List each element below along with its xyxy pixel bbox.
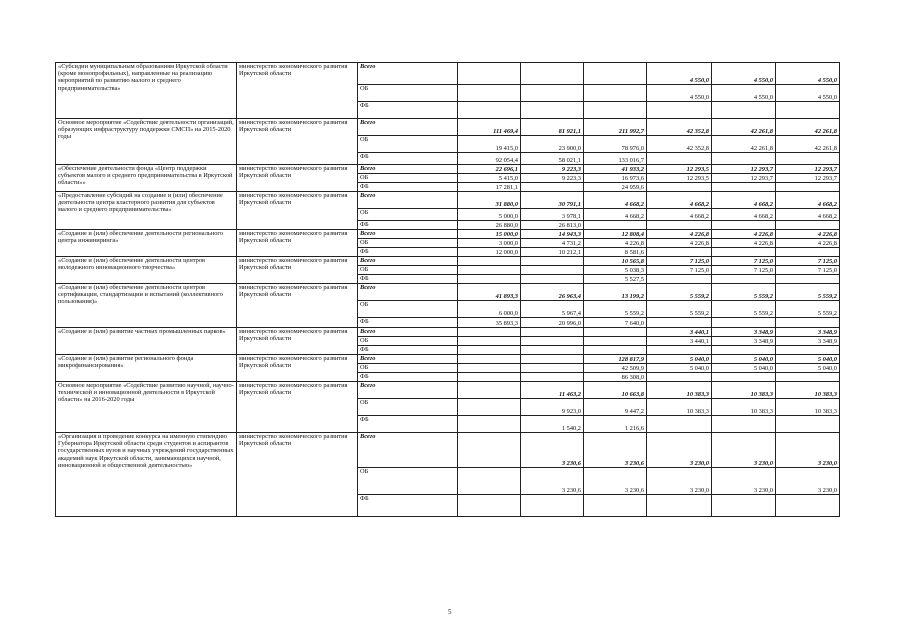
amount-cell <box>584 85 647 102</box>
amount-cell <box>647 318 712 328</box>
executor-cell: министерство экономического развития Иркутской области <box>237 382 358 433</box>
funding-source-label: ОБ <box>358 174 458 183</box>
amount-cell <box>776 275 840 284</box>
amount-cell: 12 000,0 <box>458 248 521 257</box>
amount-cell: 12 293,7 <box>776 165 840 174</box>
executor-cell: министерство экономического развития Иркутской области <box>237 119 358 165</box>
amount-cell <box>776 318 840 328</box>
amount-cell: 5 040,0 <box>712 355 776 364</box>
executor-cell: министерство экономического развития Иркутской области <box>237 328 358 355</box>
funding-source-label: ОБ <box>358 301 458 318</box>
amount-cell <box>458 63 521 85</box>
amount-cell: 9 447,2 <box>584 399 647 416</box>
amount-cell <box>521 355 584 364</box>
amount-cell <box>647 102 712 119</box>
budget-table <box>55 62 840 517</box>
amount-cell <box>458 495 521 517</box>
amount-cell: 7 125,0 <box>712 266 776 275</box>
amount-cell <box>712 102 776 119</box>
funding-source-label: ОБ <box>358 399 458 416</box>
amount-cell <box>521 346 584 355</box>
amount-cell: 7 640,0 <box>584 318 647 328</box>
page-number: 5 <box>448 608 452 616</box>
table-row <box>56 119 840 136</box>
amount-cell: 26 880,0 <box>458 221 521 230</box>
amount-cell <box>776 102 840 119</box>
amount-cell <box>521 328 584 337</box>
amount-cell: 3 000,0 <box>458 239 521 248</box>
amount-cell: 41 893,3 <box>458 284 521 301</box>
amount-cell: 5 415,0 <box>458 174 521 183</box>
funding-source-label: Всего <box>358 328 458 337</box>
amount-cell: 3 348,9 <box>776 337 840 346</box>
amount-cell: 42 261,8 <box>776 119 840 136</box>
amount-cell <box>458 257 521 266</box>
amount-cell: 10 565,8 <box>584 257 647 266</box>
amount-cell: 86 308,0 <box>584 373 647 382</box>
amount-cell: 12 293,5 <box>647 174 712 183</box>
amount-cell <box>776 153 840 165</box>
measure-title: «Создание и (или) развитие регионального фонда микрофинансирования» <box>56 355 237 382</box>
amount-cell: 35 893,3 <box>458 318 521 328</box>
funding-source-label: ФБ <box>358 495 458 517</box>
table-row <box>56 165 840 174</box>
funding-source-label: ОБ <box>358 468 458 495</box>
funding-source-label: Всего <box>358 433 458 468</box>
funding-source-label: Всего <box>358 257 458 266</box>
amount-cell: 92 054,4 <box>458 153 521 165</box>
amount-cell: 1 216,6 <box>584 416 647 433</box>
amount-cell: 4 550,0 <box>712 63 776 85</box>
table-row <box>56 328 840 337</box>
amount-cell <box>712 275 776 284</box>
amount-cell: 12 293,7 <box>712 174 776 183</box>
amount-cell: 5 559,2 <box>776 284 840 301</box>
amount-cell <box>712 183 776 192</box>
amount-cell: 7 125,0 <box>712 257 776 266</box>
amount-cell: 3 230,0 <box>647 433 712 468</box>
measure-title: «Организация и проведение конкурса на именную стипендию Губернатора Иркутской области среди студентов и аспирантов государственных вузов и научных учреждений государственных академий наук Иркутской области, занимающихся научной, инновационной и общественной деятельностью» <box>56 433 237 517</box>
table-row <box>56 355 840 364</box>
measure-title: «Предоставление субсидий на создание и (или) обеспечение деятельности центра кластерного развития для субъектов малого и среднего предпринимательства» <box>56 192 237 230</box>
amount-cell: 4 550,0 <box>776 85 840 102</box>
funding-source-label: ФБ <box>358 346 458 355</box>
amount-cell: 4 226,8 <box>584 239 647 248</box>
amount-cell: 4 731,2 <box>521 239 584 248</box>
amount-cell <box>584 102 647 119</box>
amount-cell: 4 668,2 <box>584 192 647 209</box>
amount-cell <box>712 248 776 257</box>
amount-cell <box>458 266 521 275</box>
amount-cell: 5 559,2 <box>712 284 776 301</box>
amount-cell: 4 668,2 <box>776 192 840 209</box>
amount-cell <box>776 221 840 230</box>
amount-cell: 58 021,1 <box>521 153 584 165</box>
table-row <box>56 284 840 301</box>
measure-title: «Обеспечение деятельности фонда «Центр поддержки субъектов малого и среднего предпринимательства в Иркутской области»» <box>56 165 237 192</box>
executor-cell: министерство экономического развития Иркутской области <box>237 284 358 328</box>
amount-cell: 6 000,0 <box>458 301 521 318</box>
amount-cell: 128 817,9 <box>584 355 647 364</box>
amount-cell: 4 226,8 <box>712 230 776 239</box>
funding-source-label: ОБ <box>358 239 458 248</box>
amount-cell <box>458 399 521 416</box>
amount-cell <box>776 416 840 433</box>
funding-source-label: ФБ <box>358 416 458 433</box>
amount-cell: 10 383,3 <box>647 382 712 399</box>
funding-source-label: Всего <box>358 355 458 364</box>
measure-title: Основное мероприятие «Содействие деятельности организаций, образующих инфраструктуру поддержки СМСП» на 2015-2020 годы <box>56 119 237 165</box>
amount-cell: 9 223,3 <box>521 165 584 174</box>
amount-cell <box>647 373 712 382</box>
amount-cell: 42 261,8 <box>712 136 776 153</box>
amount-cell: 30 791,1 <box>521 192 584 209</box>
funding-source-label: Всего <box>358 382 458 399</box>
amount-cell: 16 973,6 <box>584 174 647 183</box>
amount-cell: 42 261,8 <box>776 136 840 153</box>
amount-cell: 5 559,2 <box>647 301 712 318</box>
funding-source-label: Всего <box>358 63 458 85</box>
amount-cell: 12 293,7 <box>712 165 776 174</box>
amount-cell: 12 293,5 <box>647 165 712 174</box>
amount-cell: 7 125,0 <box>776 257 840 266</box>
amount-cell: 10 383,3 <box>712 399 776 416</box>
table-row <box>56 433 840 468</box>
amount-cell: 5 040,0 <box>776 364 840 373</box>
amount-cell: 26 813,0 <box>521 221 584 230</box>
funding-source-label: ФБ <box>358 183 458 192</box>
amount-cell <box>712 495 776 517</box>
amount-cell <box>584 495 647 517</box>
funding-source-label: ОБ <box>358 136 458 153</box>
funding-source-label: ФБ <box>358 221 458 230</box>
funding-source-label: ФБ <box>358 318 458 328</box>
amount-cell: 133 016,7 <box>584 153 647 165</box>
table-row <box>56 257 840 266</box>
funding-source-label: Всего <box>358 119 458 136</box>
amount-cell: 20 996,0 <box>521 318 584 328</box>
amount-cell <box>584 346 647 355</box>
amount-cell <box>521 373 584 382</box>
amount-cell: 3 348,9 <box>712 337 776 346</box>
funding-source-label: ОБ <box>358 364 458 373</box>
amount-cell <box>712 221 776 230</box>
amount-cell: 78 976,0 <box>584 136 647 153</box>
measure-title: «Создание и (или) обеспечение деятельности регионального центра инжиниринга» <box>56 230 237 257</box>
amount-cell: 3 230,0 <box>776 468 840 495</box>
amount-cell <box>521 266 584 275</box>
amount-cell: 14 943,3 <box>521 230 584 239</box>
funding-source-label: ФБ <box>358 248 458 257</box>
amount-cell: 4 226,8 <box>776 239 840 248</box>
funding-source-label: ФБ <box>358 153 458 165</box>
amount-cell: 31 880,0 <box>458 192 521 209</box>
amount-cell: 42 261,8 <box>712 119 776 136</box>
amount-cell: 3 440,1 <box>647 328 712 337</box>
amount-cell: 5 559,2 <box>712 301 776 318</box>
amount-cell: 5 559,2 <box>584 301 647 318</box>
funding-source-label: ОБ <box>358 266 458 275</box>
amount-cell <box>647 346 712 355</box>
amount-cell: 22 696,1 <box>458 165 521 174</box>
amount-cell <box>521 364 584 373</box>
amount-cell: 13 199,2 <box>584 284 647 301</box>
amount-cell: 42 352,8 <box>647 136 712 153</box>
amount-cell: 9 923,0 <box>521 399 584 416</box>
amount-cell: 4 668,2 <box>776 209 840 221</box>
amount-cell <box>521 257 584 266</box>
amount-cell: 211 992,7 <box>584 119 647 136</box>
executor-cell: министерство экономического развития Иркутской области <box>237 192 358 230</box>
amount-cell: 111 469,4 <box>458 119 521 136</box>
amount-cell: 5 527,5 <box>584 275 647 284</box>
amount-cell <box>712 318 776 328</box>
amount-cell: 26 963,4 <box>521 284 584 301</box>
amount-cell: 42 352,8 <box>647 119 712 136</box>
measure-title: «Субсидии муниципальным образованиям Иркутской области (кроме монопрофильных), направленные на реализацию мероприятий по развитию малого и среднего предпринимательства» <box>56 63 237 119</box>
amount-cell <box>521 275 584 284</box>
amount-cell: 81 921,1 <box>521 119 584 136</box>
amount-cell <box>458 328 521 337</box>
amount-cell: 4 226,8 <box>712 239 776 248</box>
amount-cell <box>584 328 647 337</box>
amount-cell <box>647 248 712 257</box>
amount-cell: 3 230,6 <box>521 433 584 468</box>
amount-cell: 23 900,0 <box>521 136 584 153</box>
amount-cell <box>776 373 840 382</box>
measure-title: Основное мероприятие «Содействие развитию научной, научно-технической и инновационной деятельности в Иркутской области» на 2016-2020 годы <box>56 382 237 433</box>
funding-source-label: ОБ <box>358 209 458 221</box>
amount-cell: 3 230,0 <box>712 468 776 495</box>
amount-cell: 3 348,9 <box>776 328 840 337</box>
amount-cell <box>776 183 840 192</box>
amount-cell: 5 040,0 <box>776 355 840 364</box>
amount-cell <box>458 468 521 495</box>
amount-cell: 4 668,2 <box>712 209 776 221</box>
funding-source-label: Всего <box>358 192 458 209</box>
amount-cell: 3 230,6 <box>584 433 647 468</box>
amount-cell: 1 540,2 <box>521 416 584 433</box>
amount-cell: 10 383,3 <box>776 399 840 416</box>
amount-cell: 12 808,4 <box>584 230 647 239</box>
amount-cell: 3 978,1 <box>521 209 584 221</box>
amount-cell: 5 559,2 <box>647 284 712 301</box>
measure-title: «Создание и (или) развитие частных промышленных парков» <box>56 328 237 355</box>
amount-cell: 5 559,2 <box>776 301 840 318</box>
funding-source-label: Всего <box>358 165 458 174</box>
amount-cell <box>584 221 647 230</box>
amount-cell: 42 509,9 <box>584 364 647 373</box>
amount-cell <box>458 355 521 364</box>
amount-cell <box>458 364 521 373</box>
amount-cell: 9 223,3 <box>521 174 584 183</box>
funding-source-label: Всего <box>358 230 458 239</box>
amount-cell <box>712 346 776 355</box>
amount-cell: 5 967,4 <box>521 301 584 318</box>
amount-cell: 4 550,0 <box>712 85 776 102</box>
amount-cell <box>521 102 584 119</box>
amount-cell <box>647 153 712 165</box>
amount-cell <box>647 183 712 192</box>
executor-cell: министерство экономического развития Иркутской области <box>237 63 358 119</box>
amount-cell: 3 230,6 <box>584 468 647 495</box>
amount-cell: 4 668,2 <box>712 192 776 209</box>
table-row <box>56 382 840 399</box>
amount-cell <box>712 416 776 433</box>
amount-cell <box>712 373 776 382</box>
amount-cell <box>521 63 584 85</box>
funding-source-label: Всего <box>358 284 458 301</box>
amount-cell <box>647 221 712 230</box>
amount-cell: 10 663,8 <box>584 382 647 399</box>
amount-cell: 5 040,0 <box>647 364 712 373</box>
amount-cell: 24 959,6 <box>584 183 647 192</box>
funding-source-label: ОБ <box>358 337 458 346</box>
amount-cell <box>521 337 584 346</box>
amount-cell <box>647 495 712 517</box>
amount-cell: 4 668,2 <box>584 209 647 221</box>
amount-cell: 4 668,2 <box>647 192 712 209</box>
amount-cell: 10 212,1 <box>521 248 584 257</box>
amount-cell <box>458 416 521 433</box>
amount-cell <box>458 275 521 284</box>
amount-cell: 4 226,8 <box>647 230 712 239</box>
funding-source-label: ФБ <box>358 373 458 382</box>
amount-cell: 17 281,1 <box>458 183 521 192</box>
executor-cell: министерство экономического развития Иркутской области <box>237 355 358 382</box>
amount-cell: 3 230,0 <box>712 433 776 468</box>
amount-cell: 4 226,8 <box>647 239 712 248</box>
amount-cell: 10 383,3 <box>776 382 840 399</box>
amount-cell: 11 463,2 <box>521 382 584 399</box>
amount-cell <box>647 416 712 433</box>
amount-cell <box>521 495 584 517</box>
funding-source-label: ОБ <box>358 85 458 102</box>
amount-cell: 3 230,0 <box>776 433 840 468</box>
amount-cell: 12 293,7 <box>776 174 840 183</box>
measure-title: «Создание и (или) обеспечение деятельности центров сертификации, стандартизации и испытаний (коллективного пользования)» <box>56 284 237 328</box>
amount-cell <box>776 248 840 257</box>
amount-cell: 19 415,0 <box>458 136 521 153</box>
funding-source-label: ФБ <box>358 275 458 284</box>
amount-cell: 41 933,2 <box>584 165 647 174</box>
amount-cell: 5 038,3 <box>584 266 647 275</box>
amount-cell <box>584 337 647 346</box>
amount-cell: 8 581,6 <box>584 248 647 257</box>
amount-cell: 10 383,3 <box>712 382 776 399</box>
funding-source-label: ФБ <box>358 102 458 119</box>
amount-cell <box>458 346 521 355</box>
amount-cell <box>776 346 840 355</box>
table-row <box>56 192 840 209</box>
amount-cell <box>584 63 647 85</box>
amount-cell: 3 230,0 <box>647 468 712 495</box>
executor-cell: министерство экономического развития Иркутской области <box>237 165 358 192</box>
measure-title: «Создание и (или) обеспечение деятельности центров молодежного инновационного творчества» <box>56 257 237 284</box>
amount-cell <box>458 102 521 119</box>
amount-cell: 4 550,0 <box>776 63 840 85</box>
amount-cell <box>458 373 521 382</box>
amount-cell: 4 550,0 <box>647 63 712 85</box>
amount-cell: 7 125,0 <box>776 266 840 275</box>
amount-cell <box>458 85 521 102</box>
amount-cell: 15 000,0 <box>458 230 521 239</box>
amount-cell: 3 348,9 <box>712 328 776 337</box>
amount-cell: 3 440,1 <box>647 337 712 346</box>
amount-cell: 4 550,0 <box>647 85 712 102</box>
amount-cell: 7 125,0 <box>647 257 712 266</box>
amount-cell <box>458 382 521 399</box>
table-row <box>56 230 840 239</box>
amount-cell: 3 230,6 <box>521 468 584 495</box>
amount-cell: 5 040,0 <box>647 355 712 364</box>
amount-cell <box>712 153 776 165</box>
amount-cell: 5 000,0 <box>458 209 521 221</box>
amount-cell: 10 383,3 <box>647 399 712 416</box>
amount-cell <box>647 275 712 284</box>
table-row <box>56 63 840 85</box>
amount-cell <box>521 183 584 192</box>
amount-cell <box>521 85 584 102</box>
amount-cell <box>776 495 840 517</box>
amount-cell <box>458 337 521 346</box>
amount-cell: 5 040,0 <box>712 364 776 373</box>
amount-cell: 4 668,2 <box>647 209 712 221</box>
executor-cell: министерство экономического развития Иркутской области <box>237 257 358 284</box>
budget-table-sheet <box>55 62 839 517</box>
executor-cell: министерство экономического развития Иркутской области <box>237 433 358 517</box>
amount-cell: 7 125,0 <box>647 266 712 275</box>
amount-cell: 4 226,8 <box>776 230 840 239</box>
amount-cell <box>458 433 521 468</box>
executor-cell: министерство экономического развития Иркутской области <box>237 230 358 257</box>
